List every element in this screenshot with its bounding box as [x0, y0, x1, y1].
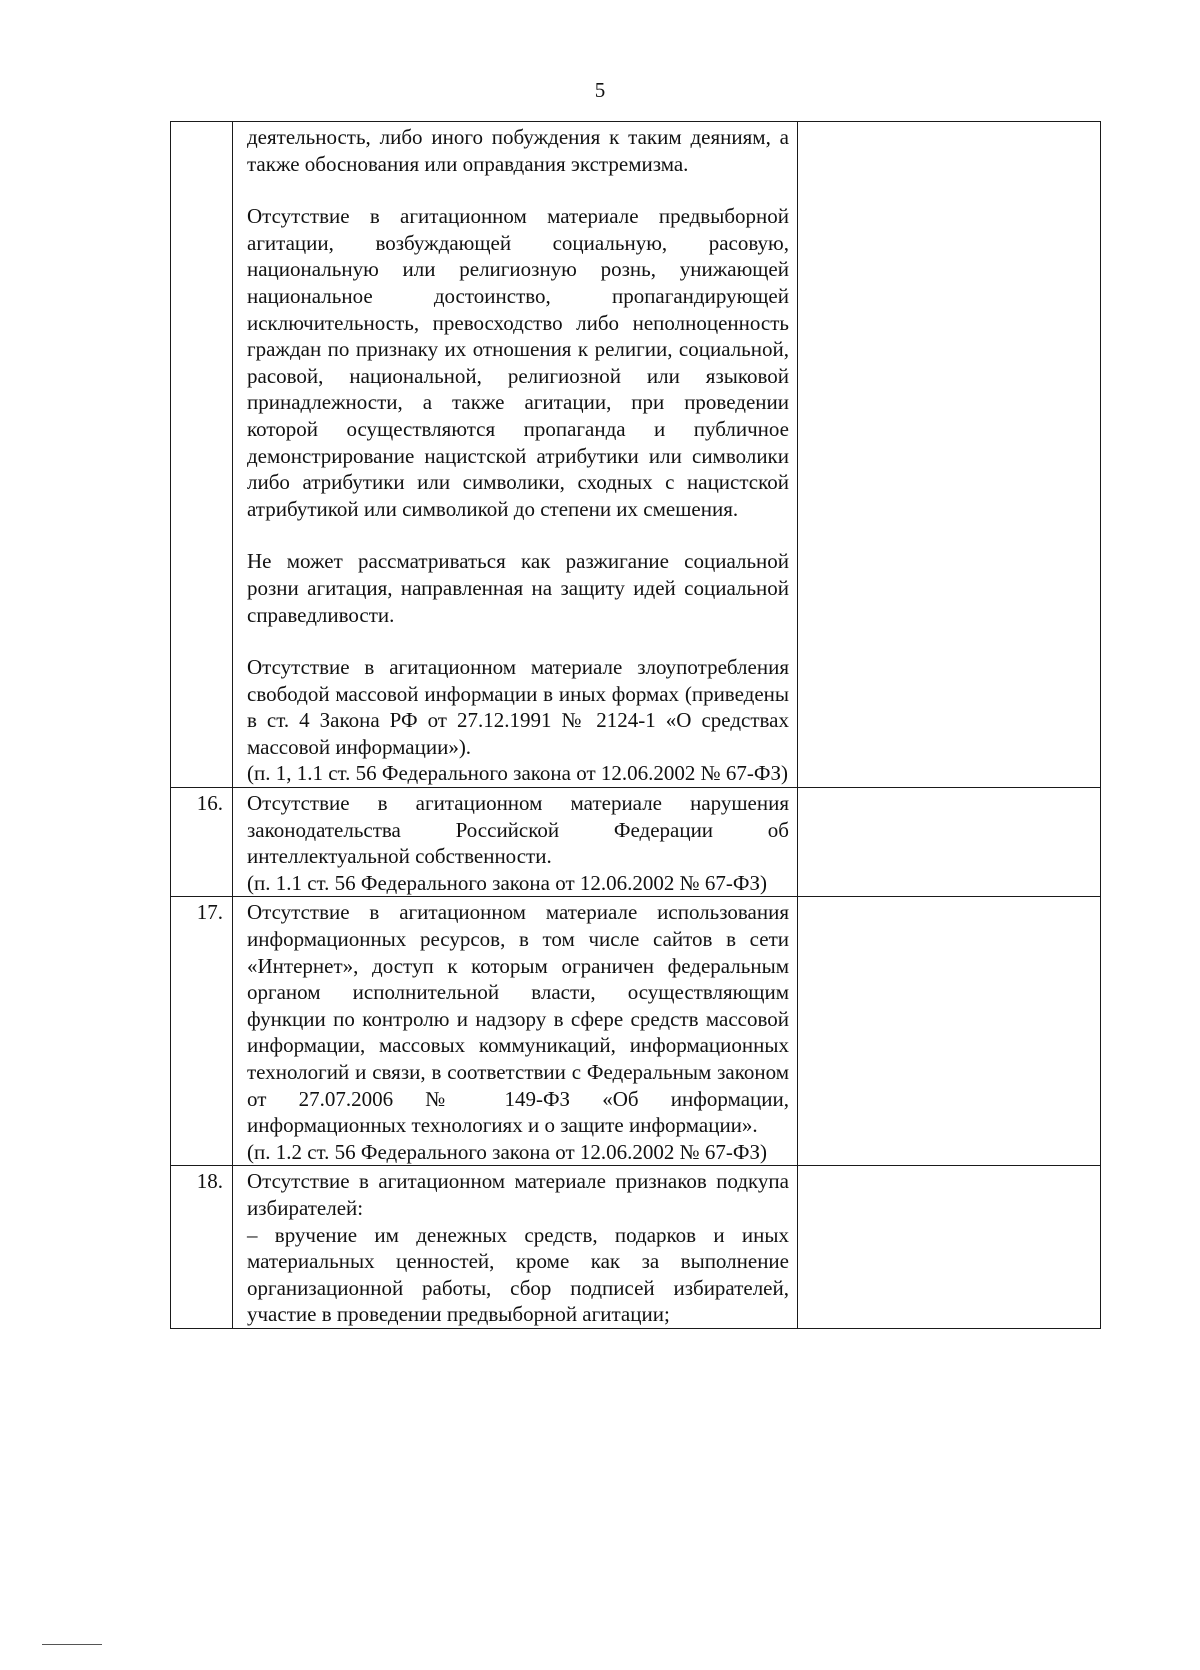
paragraph: Отсутствие в агитационном материале нарушения законодательства Российской Федерации об интеллектуальной собственности.	[247, 791, 789, 869]
note-cell	[798, 122, 1101, 788]
table-row	[171, 122, 1101, 788]
row-number: 16.	[171, 788, 233, 897]
legal-reference: (п. 1.1 ст. 56 Федерального закона от 12.06.2002 № 67-ФЗ)	[247, 870, 768, 895]
paragraph: Отсутствие в агитационном материале злоупотребления свободой массовой информации в иных формах (приведены в ст. 4 Закона РФ от 27.12.1991 № 2124-1 «О средствах массовой информации»).	[247, 655, 789, 759]
row-number: 18.	[171, 1166, 233, 1329]
note-cell	[798, 788, 1101, 897]
row-number	[171, 122, 233, 788]
note-cell	[798, 897, 1101, 1166]
paragraph: Не может рассматриваться как разжигание социальной розни агитация, направленная на защиту идей социальной справедливости.	[247, 549, 789, 627]
criteria-table	[170, 121, 1101, 1329]
paragraph: Отсутствие в агитационном материале использования информационных ресурсов, в том числе сайтов в сети «Интернет», доступ к которым ограничен федеральным органом исполнительной власти, осуществляющим функции по контролю и надзору в сфере средств массовой информации, массовых коммуникаций, информационных технологий и связи, в соответствии с Федеральным законом от 27.07.2006 № 149-ФЗ «Об информации, информационных технологиях и о защите информации».	[247, 900, 789, 1138]
footer-divider	[42, 1644, 102, 1645]
note-cell	[798, 1166, 1101, 1329]
table-row	[171, 1166, 1101, 1329]
table-row	[171, 897, 1101, 1166]
requirement-text	[233, 1166, 798, 1329]
legal-reference: (п. 1, 1.1 ст. 56 Федерального закона от 12.06.2002 № 67-ФЗ)	[247, 761, 789, 786]
paragraph: Отсутствие в агитационном материале предвыборной агитации, возбуждающей социальную, расовую, национальную или религиозную рознь, унижающей национальное достоинство, пропагандирующей исключительность, превосходство либо неполноценность граждан по признаку их отношения к религии, социальной, расовой, национальной, религиозной или языковой принадлежности, а также агитации, при проведении которой осуществляются пропаганда и публичное демонстрирование нацистской атрибутики или символики либо атрибутики или символики, сходных с нацистской атрибутикой или символикой до степени их смешения.	[247, 204, 789, 521]
page-number: 5	[594, 78, 606, 102]
requirement-text	[233, 122, 798, 788]
paragraph: деятельность, либо иного побуждения к таким деяниям, а также обоснования или оправдания экстремизма.	[247, 125, 789, 176]
requirement-text	[233, 788, 798, 897]
paragraph: – вручение им денежных средств, подарков и иных материальных ценностей, кроме как за выполнение организационной работы, сбор подписей избирателей, участие в проведении предвыборной агитации;	[247, 1222, 789, 1327]
paragraph: Отсутствие в агитационном материале признаков подкупа избирателей:	[247, 1169, 789, 1220]
row-number: 17.	[171, 897, 233, 1166]
table-row	[171, 788, 1101, 897]
requirement-text	[233, 897, 798, 1166]
legal-reference: (п. 1.2 ст. 56 Федерального закона от 12.06.2002 № 67-ФЗ)	[247, 1139, 768, 1164]
